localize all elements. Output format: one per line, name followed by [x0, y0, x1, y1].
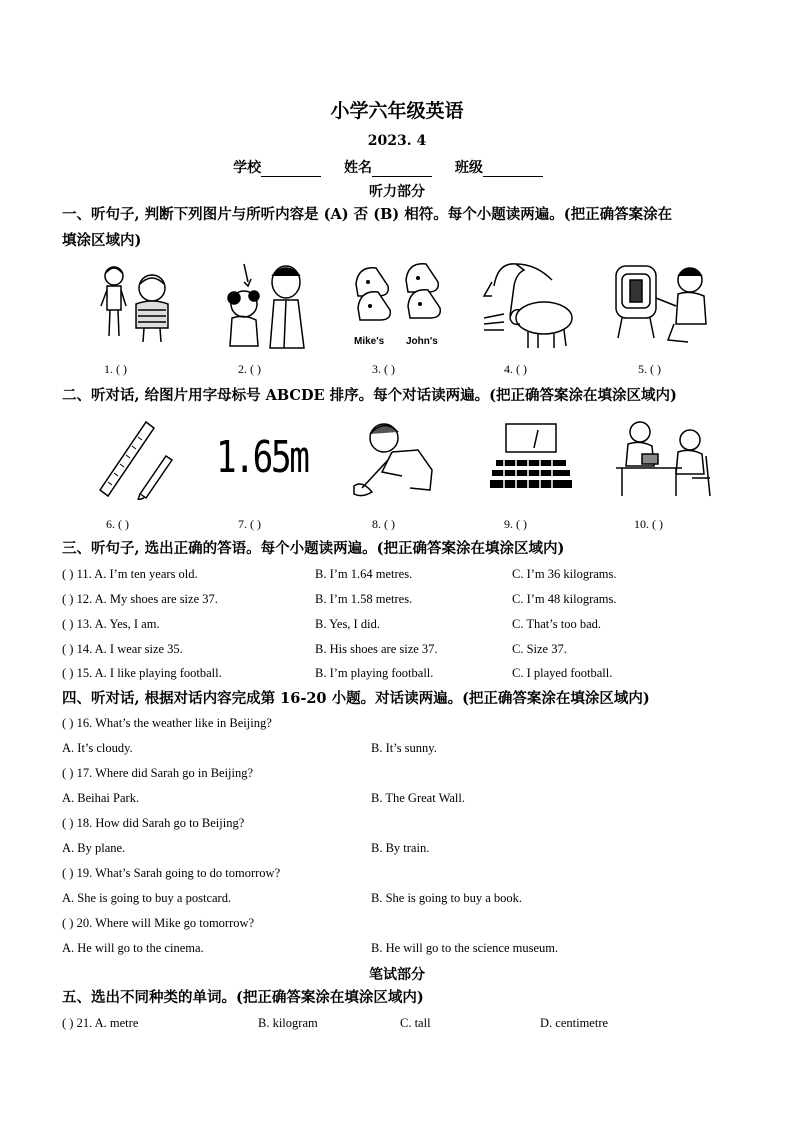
question-16-option-b[interactable]: B. It’s sunny. [371, 741, 437, 755]
picture-3-shoes [348, 258, 448, 350]
picture-6-ruler-pencil [94, 418, 174, 500]
student-info-line [0, 157, 794, 177]
section-1-title-line2: 填涂区域内) [62, 232, 142, 249]
question-19[interactable]: ( ) 19. What’s Sarah going to do tomorrow? [62, 866, 281, 880]
question-15-option-c[interactable]: C. I played football. [512, 666, 613, 680]
section-3-title: 三、听句子, 选出正确的答语。每个小题读两遍。(把正确答案涂在填涂区域内) [62, 540, 565, 557]
question-17-option-b[interactable]: B. The Great Wall. [371, 791, 465, 805]
question-14-option-b[interactable]: B. His shoes are size 37. [315, 642, 438, 656]
question-21[interactable]: ( ) 21. A. metre [62, 1016, 139, 1030]
exam-date: 2023. 4 [367, 133, 427, 149]
picture-10-people-table [612, 416, 718, 502]
question-15-option-b[interactable]: B. I’m playing football. [315, 666, 434, 680]
question-4-answer[interactable]: 4. ( ) [504, 362, 527, 376]
school-label: 学校 [233, 160, 262, 176]
question-21-option-b[interactable]: B. kilogram [258, 1016, 318, 1030]
page-title: 小学六年级英语 [330, 100, 464, 122]
question-20-option-b[interactable]: B. He will go to the science museum. [371, 941, 559, 955]
picture-7-height-text: 1.65m [216, 432, 308, 483]
section-2-title: 二、听对话, 给图片用字母标号 ABCDE 排序。每个对话读两遍。(把正确答案涂在填涂区域内) [62, 387, 677, 404]
question-6-answer[interactable]: 6. ( ) [106, 517, 129, 531]
school-blank[interactable] [261, 162, 321, 177]
question-11-option-c[interactable]: C. I’m 36 kilograms. [512, 567, 617, 581]
section-1-title-line1: 一、听句子, 判断下列图片与所听内容是 (A) 否 (B) 相符。每个小题读两遍。(把正确答案涂在 [62, 206, 673, 223]
question-3-answer[interactable]: 3. ( ) [372, 362, 395, 376]
question-12-option-c[interactable]: C. I’m 48 kilograms. [512, 592, 617, 606]
question-1-answer[interactable]: 1. ( ) [104, 362, 127, 376]
picture-8-boy-sweeping [352, 416, 442, 500]
question-13-option-b[interactable]: B. Yes, I did. [315, 617, 380, 631]
picture-1-boy-girl [96, 260, 182, 348]
question-10-answer[interactable]: 10. ( ) [634, 517, 663, 531]
question-16-option-a[interactable]: A. It’s cloudy. [62, 741, 133, 755]
question-20-option-a[interactable]: A. He will go to the cinema. [62, 941, 204, 955]
question-18[interactable]: ( ) 18. How did Sarah go to Beijing? [62, 816, 245, 830]
question-19-option-b[interactable]: B. She is going to buy a book. [371, 891, 523, 905]
name-label: 姓名 [344, 160, 372, 176]
picture-4-horse-sheep [480, 256, 580, 352]
question-11[interactable]: ( ) 11. A. I’m ten years old. [62, 567, 198, 581]
question-13-option-c[interactable]: C. That’s too bad. [512, 617, 602, 631]
question-18-option-b[interactable]: B. By train. [371, 841, 430, 855]
question-13[interactable]: ( ) 13. A. Yes, I am. [62, 617, 160, 631]
class-label: 班级 [454, 160, 483, 176]
writing-part-title: 笔试部分 [369, 967, 425, 983]
question-5-answer[interactable]: 5. ( ) [638, 362, 661, 376]
question-11-option-b[interactable]: B. I’m 1.64 metres. [315, 567, 413, 581]
question-21-option-d[interactable]: D. centimetre [540, 1016, 609, 1030]
picture-9-cinema [486, 420, 576, 500]
question-9-answer[interactable]: 9. ( ) [504, 517, 527, 531]
question-8-answer[interactable]: 8. ( ) [372, 517, 395, 531]
question-21-option-c[interactable]: C. tall [400, 1016, 431, 1030]
question-17[interactable]: ( ) 17. Where did Sarah go in Beijing? [62, 766, 254, 780]
question-2-answer[interactable]: 2. ( ) [238, 362, 261, 376]
picture-2-girl-man [214, 260, 314, 350]
section-5-title: 五、选出不同种类的单词。(把正确答案涂在填涂区域内) [62, 989, 424, 1006]
question-18-option-a[interactable]: A. By plane. [62, 841, 126, 855]
question-12[interactable]: ( ) 12. A. My shoes are size 37. [62, 592, 218, 606]
question-16[interactable]: ( ) 16. What’s the weather like in Beijing? [62, 716, 272, 730]
question-12-option-b[interactable]: B. I’m 1.58 metres. [315, 592, 413, 606]
shoe-label-johns: John's [406, 336, 438, 347]
name-blank[interactable] [372, 162, 432, 177]
section-4-title: 四、听对话, 根据对话内容完成第 16-20 小题。对话读两遍。(把正确答案涂在填涂区域内) [62, 690, 650, 707]
question-7-answer[interactable]: 7. ( ) [238, 517, 261, 531]
question-14[interactable]: ( ) 14. A. I wear size 35. [62, 642, 183, 656]
picture-5-boy-tv [612, 258, 716, 350]
question-17-option-a[interactable]: A. Beihai Park. [62, 791, 140, 805]
question-19-option-a[interactable]: A. She is going to buy a postcard. [62, 891, 232, 905]
shoe-label-mikes: Mike's [354, 336, 385, 347]
question-14-option-c[interactable]: C. Size 37. [512, 642, 567, 656]
question-15[interactable]: ( ) 15. A. I like playing football. [62, 666, 222, 680]
question-20[interactable]: ( ) 20. Where will Mike go tomorrow? [62, 916, 255, 930]
class-blank[interactable] [483, 162, 543, 177]
listening-part-title: 听力部分 [369, 184, 425, 200]
section-1-title [62, 202, 742, 254]
